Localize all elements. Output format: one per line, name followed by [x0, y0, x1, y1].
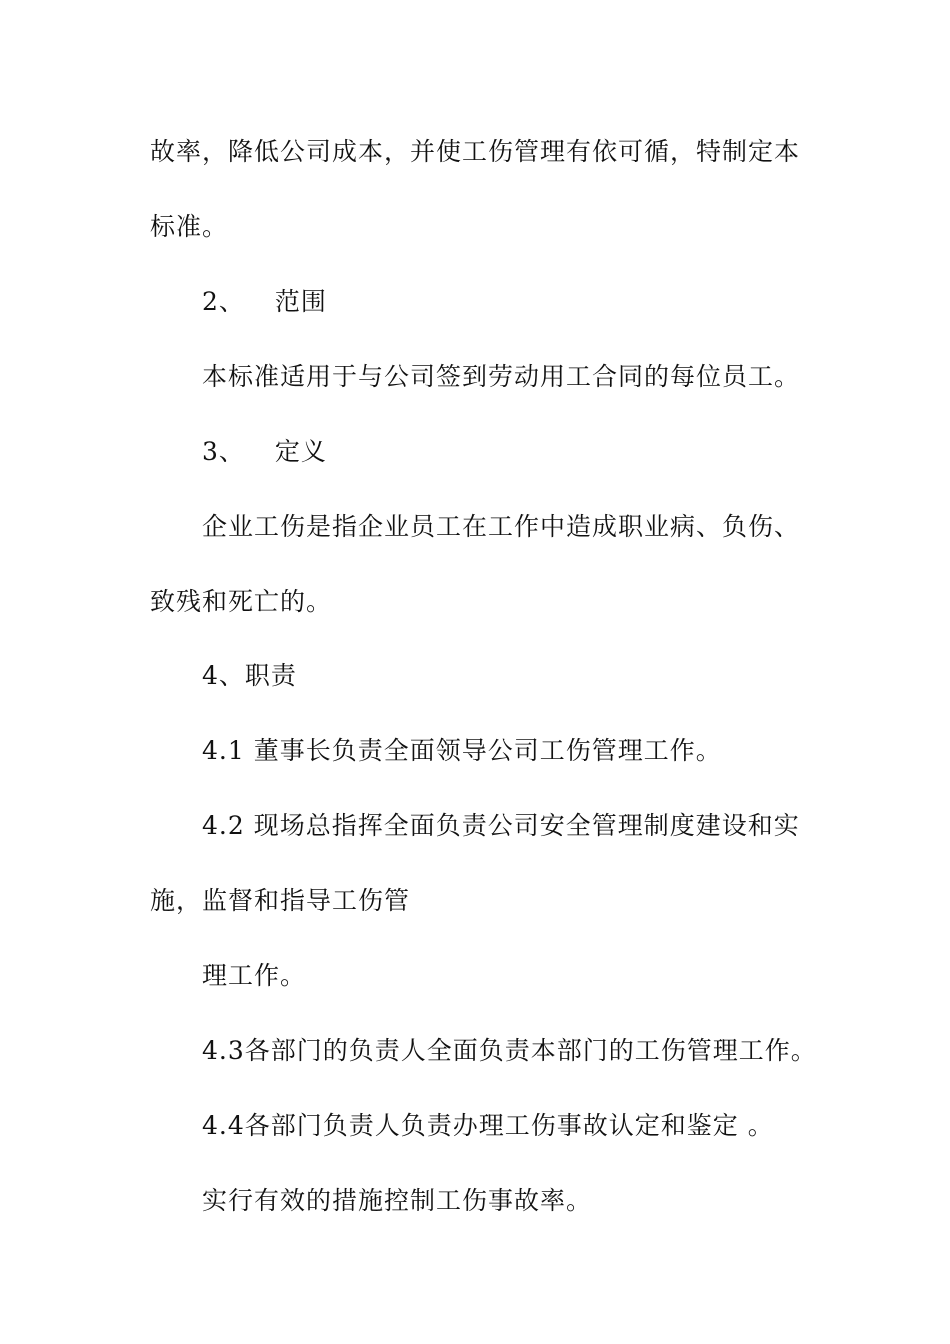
list-item: 4.2 现场总指挥全面负责公司安全管理制度建设和实: [202, 811, 800, 840]
section-heading: 4、职责: [202, 661, 297, 690]
paragraph-line: 致残和死亡的。: [150, 587, 333, 616]
paragraph-line: 企业工伤是指企业员工在工作中造成职业病、负伤、: [202, 512, 801, 541]
list-item: 4.4各部门负责人负责办理工伤事故认定和鉴定 。: [202, 1111, 774, 1140]
paragraph-line: 实行有效的措施控制工伤事故率。: [202, 1186, 593, 1215]
paragraph-line: 施，监督和指导工伤管: [150, 886, 411, 915]
section-number: 2、: [202, 287, 245, 316]
section-title: 定义: [274, 437, 327, 466]
section-number: 3、: [202, 437, 245, 466]
paragraph-line: 标准。: [150, 212, 229, 241]
list-item: 4.1 董事长负责全面领导公司工伤管理工作。: [202, 736, 722, 765]
section-title: 范围: [274, 287, 327, 316]
paragraph-line: 故率，降低公司成本，并使工伤管理有依可循，特制定本: [150, 137, 801, 166]
section-heading: [202, 286, 327, 318]
list-item: 4.3各部门的负责人全面负责本部门的工伤管理工作。: [202, 1036, 817, 1065]
paragraph-line: 本标准适用于与公司签到劳动用工合同的每位员工。: [202, 362, 801, 391]
section-heading: [202, 436, 327, 468]
paragraph-line: 理工作。: [202, 961, 307, 990]
